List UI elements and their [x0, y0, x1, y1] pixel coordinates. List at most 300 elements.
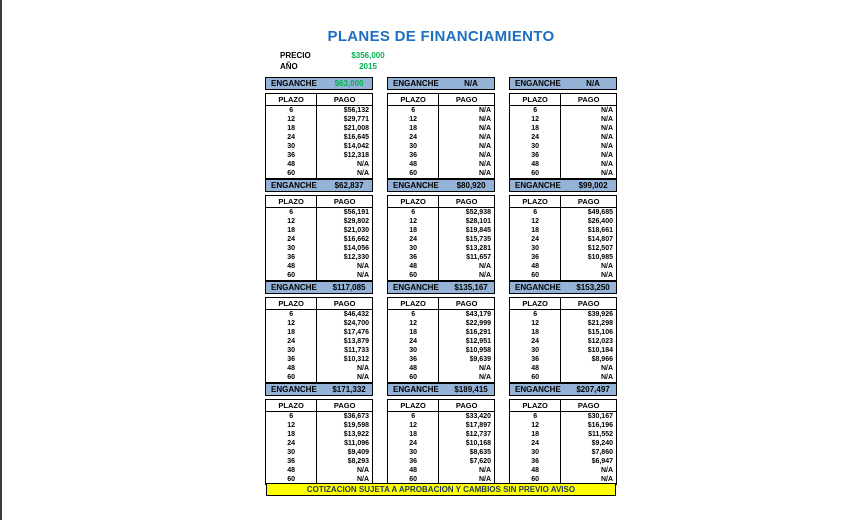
pago-cell: N/A: [356, 161, 369, 168]
page-title: PLANES DE FINANCIAMIENTO: [327, 28, 555, 45]
pago-cell: $17,897: [465, 422, 491, 429]
plazo-cell: 48: [388, 160, 439, 169]
plazo-cell: 48: [510, 364, 561, 373]
plazo-cell: 48: [510, 262, 561, 271]
pago-cell: N/A: [600, 134, 613, 141]
plan-block: [387, 281, 495, 379]
plan-block: [509, 77, 617, 175]
plazo-cell: 6: [388, 208, 439, 218]
plan-row: [266, 106, 373, 116]
plan-row: [266, 160, 373, 169]
plan-row: [510, 421, 617, 430]
pago-cell: $19,845: [465, 227, 491, 234]
plazo-cell: 6: [388, 106, 439, 116]
plazo-cell: 36: [266, 355, 317, 364]
pago-column-header: PAGO: [561, 298, 617, 310]
plan-table: [265, 93, 373, 179]
plazo-cell: 30: [266, 448, 317, 457]
pago-cell: N/A: [478, 272, 491, 279]
enganche-label: ENGANCHE: [271, 181, 317, 190]
precio-label: PRECIO: [280, 51, 311, 60]
plan-row: [388, 421, 495, 430]
pago-column-header: PAGO: [439, 94, 495, 106]
plazo-cell: 6: [510, 412, 561, 422]
pago-cell: N/A: [478, 467, 491, 474]
pago-cell: $12,737: [465, 431, 491, 438]
pago-cell: $10,312: [343, 356, 369, 363]
plan-row: [266, 364, 373, 373]
plan-row: [388, 169, 495, 179]
pago-cell: N/A: [356, 170, 369, 177]
plazo-cell: 36: [266, 253, 317, 262]
plan-table-header-row: [266, 298, 373, 310]
plan-table: [387, 93, 495, 179]
plazo-cell: 24: [266, 133, 317, 142]
plan-table: [509, 195, 617, 281]
plan-row: [266, 142, 373, 151]
plan-row: [510, 208, 617, 218]
plazo-cell: 18: [266, 328, 317, 337]
pago-cell: $16,645: [343, 134, 369, 141]
price-info-block: [280, 50, 402, 72]
plazo-cell: 48: [388, 466, 439, 475]
enganche-header: [509, 77, 617, 90]
pago-column-header: PAGO: [561, 196, 617, 208]
plan-row: [388, 106, 495, 116]
enganche-value: $117,085: [332, 283, 366, 292]
plan-row: [388, 244, 495, 253]
pago-cell: N/A: [356, 467, 369, 474]
enganche-value: $80,920: [456, 181, 486, 190]
pago-cell: N/A: [600, 170, 613, 177]
pago-cell: N/A: [356, 263, 369, 270]
pago-cell: $16,662: [343, 236, 369, 243]
plan-row: [510, 412, 617, 422]
enganche-value: $62,837: [334, 181, 364, 190]
plan-row: [266, 235, 373, 244]
plan-row: [266, 208, 373, 218]
enganche-header: [509, 179, 617, 192]
pago-cell: $12,330: [343, 254, 369, 261]
enganche-header: [509, 383, 617, 396]
plan-row: [510, 337, 617, 346]
plan-row: [388, 226, 495, 235]
plan-block: [387, 179, 495, 277]
pago-cell: $22,999: [465, 320, 491, 327]
plan-row: [388, 373, 495, 383]
plan-row: [388, 337, 495, 346]
plan-row: [388, 448, 495, 457]
plazo-cell: 30: [510, 142, 561, 151]
pago-cell: $9,409: [347, 449, 369, 456]
pago-cell: N/A: [478, 170, 491, 177]
enganche-value: $63,000: [334, 79, 364, 88]
pago-cell: $11,733: [344, 347, 369, 354]
pago-cell: $36,673: [343, 413, 369, 420]
plan-table: [387, 399, 495, 485]
plan-row: [510, 271, 617, 281]
pago-cell: N/A: [600, 365, 613, 372]
pago-column-header: PAGO: [439, 196, 495, 208]
pago-cell: N/A: [600, 152, 613, 159]
plazo-cell: 30: [388, 244, 439, 253]
plazo-column-header: PLAZO: [388, 298, 439, 310]
plazo-cell: 6: [510, 208, 561, 218]
pago-cell: $33,420: [465, 413, 491, 420]
plan-row: [266, 244, 373, 253]
enganche-label: ENGANCHE: [515, 181, 561, 190]
plan-row: [388, 466, 495, 475]
plazo-cell: 60: [266, 169, 317, 179]
plan-row: [510, 253, 617, 262]
plazo-cell: 48: [510, 160, 561, 169]
plazo-cell: 12: [266, 115, 317, 124]
plazo-cell: 60: [388, 373, 439, 383]
plan-table: [387, 297, 495, 383]
enganche-header: [509, 281, 617, 294]
enganche-header: [265, 383, 373, 396]
plan-table-header-row: [510, 196, 617, 208]
plazo-cell: 30: [266, 142, 317, 151]
plan-row: [388, 160, 495, 169]
pago-column-header: PAGO: [439, 400, 495, 412]
plan-row: [266, 115, 373, 124]
plan-table-header-row: [388, 298, 495, 310]
anio-value: 2015: [359, 62, 377, 71]
pago-cell: $24,700: [343, 320, 369, 327]
plazo-cell: 60: [510, 271, 561, 281]
plazo-cell: 12: [510, 421, 561, 430]
plazo-column-header: PLAZO: [388, 94, 439, 106]
pago-cell: $56,191: [343, 209, 369, 216]
plazo-cell: 36: [266, 151, 317, 160]
plazo-cell: 48: [388, 364, 439, 373]
pago-cell: N/A: [478, 116, 491, 123]
plazo-cell: 48: [266, 364, 317, 373]
pago-cell: $29,802: [343, 218, 369, 225]
plazo-cell: 30: [388, 346, 439, 355]
plazo-cell: 18: [388, 328, 439, 337]
plazo-cell: 18: [388, 226, 439, 235]
plazo-cell: 60: [388, 475, 439, 485]
pago-cell: N/A: [478, 125, 491, 132]
plan-row: [266, 466, 373, 475]
enganche-value: $171,332: [332, 385, 366, 394]
plazo-cell: 30: [510, 346, 561, 355]
plan-row: [510, 124, 617, 133]
pago-column-header: PAGO: [439, 298, 495, 310]
pago-cell: $28,101: [465, 218, 491, 225]
plan-row: [510, 466, 617, 475]
pago-cell: $30,167: [587, 413, 613, 420]
plazo-cell: 6: [266, 310, 317, 320]
plazo-cell: 12: [266, 217, 317, 226]
pago-cell: $13,922: [343, 431, 369, 438]
enganche-label: ENGANCHE: [393, 181, 439, 190]
pago-cell: $17,476: [343, 329, 369, 336]
enganche-value: $189,415: [454, 385, 488, 394]
pago-cell: $7,620: [469, 458, 491, 465]
pago-cell: $21,008: [343, 125, 369, 132]
plan-row: [388, 355, 495, 364]
plan-table: [265, 297, 373, 383]
plazo-cell: 12: [266, 319, 317, 328]
enganche-header: [387, 281, 495, 294]
plazo-cell: 36: [510, 355, 561, 364]
pago-column-header: PAGO: [317, 400, 373, 412]
plan-row: [266, 439, 373, 448]
disclaimer-banner: COTIZACION SUJETA A APROBACION Y CAMBIOS SIN PREVIO AVISO: [266, 483, 616, 496]
pago-cell: $16,291: [465, 329, 491, 336]
plan-row: [266, 217, 373, 226]
enganche-value: $99,002: [578, 181, 608, 190]
plazo-column-header: PLAZO: [266, 94, 317, 106]
plazo-cell: 48: [388, 262, 439, 271]
pago-cell: $8,966: [591, 356, 613, 363]
plan-row: [266, 421, 373, 430]
pago-cell: $11,096: [344, 440, 369, 447]
plazo-cell: 24: [510, 439, 561, 448]
plan-row: [510, 160, 617, 169]
pago-column-header: PAGO: [317, 94, 373, 106]
plazo-column-header: PLAZO: [510, 400, 561, 412]
plan-row: [388, 208, 495, 218]
pago-column-header: PAGO: [561, 400, 617, 412]
plazo-cell: 30: [266, 244, 317, 253]
plazo-cell: 6: [388, 310, 439, 320]
plan-row: [510, 169, 617, 179]
pago-cell: $46,432: [343, 311, 369, 318]
pago-cell: N/A: [600, 143, 613, 150]
plan-row: [510, 235, 617, 244]
sheet-content: [265, 0, 617, 520]
pago-cell: N/A: [600, 272, 613, 279]
enganche-header: [265, 281, 373, 294]
plan-row: [510, 310, 617, 320]
plan-block: [387, 383, 495, 481]
plan-row: [388, 430, 495, 439]
pago-cell: N/A: [600, 263, 613, 270]
plan-row: [266, 412, 373, 422]
pago-column-header: PAGO: [561, 94, 617, 106]
plazo-cell: 12: [388, 115, 439, 124]
plazo-column-header: PLAZO: [510, 196, 561, 208]
plan-row: [266, 448, 373, 457]
enganche-label: ENGANCHE: [271, 79, 317, 88]
plazo-cell: 18: [510, 430, 561, 439]
pago-cell: $11,552: [588, 431, 613, 438]
plazo-cell: 24: [388, 439, 439, 448]
enganche-header: [265, 179, 373, 192]
plazo-cell: 36: [388, 457, 439, 466]
pago-cell: $7,860: [591, 449, 613, 456]
plan-table: [265, 399, 373, 485]
pago-cell: $10,985: [587, 254, 613, 261]
enganche-value: $135,167: [454, 283, 488, 292]
plan-row: [388, 115, 495, 124]
plazo-cell: 18: [266, 124, 317, 133]
plan-row: [510, 328, 617, 337]
pago-cell: $29,771: [343, 116, 369, 123]
plan-row: [388, 457, 495, 466]
plazo-cell: 6: [510, 310, 561, 320]
plans-grid: [265, 77, 617, 481]
plazo-cell: 36: [388, 151, 439, 160]
pago-cell: N/A: [600, 116, 613, 123]
plan-row: [266, 373, 373, 383]
plan-table-header-row: [388, 400, 495, 412]
enganche-label: ENGANCHE: [393, 385, 439, 394]
plan-table: [509, 93, 617, 179]
plan-table-header-row: [266, 196, 373, 208]
plan-row: [388, 262, 495, 271]
pago-cell: N/A: [478, 374, 491, 381]
pago-cell: N/A: [478, 134, 491, 141]
plazo-cell: 36: [510, 151, 561, 160]
pago-cell: $8,293: [347, 458, 369, 465]
pago-cell: N/A: [600, 467, 613, 474]
pago-cell: N/A: [478, 107, 491, 114]
enganche-header: [387, 383, 495, 396]
enganche-label: ENGANCHE: [271, 283, 317, 292]
pago-cell: $10,184: [587, 347, 613, 354]
pago-cell: $12,951: [465, 338, 491, 345]
plan-row: [266, 346, 373, 355]
plan-row: [510, 217, 617, 226]
plazo-cell: 18: [266, 226, 317, 235]
enganche-header: [387, 77, 495, 90]
plazo-cell: 30: [266, 346, 317, 355]
plan-row: [266, 253, 373, 262]
plan-row: [510, 439, 617, 448]
plan-row: [510, 115, 617, 124]
pago-cell: $12,023: [587, 338, 613, 345]
pago-cell: $14,056: [343, 245, 369, 252]
pago-cell: $14,042: [343, 143, 369, 150]
enganche-value: N/A: [586, 79, 600, 88]
plazo-cell: 12: [510, 217, 561, 226]
enganche-label: ENGANCHE: [393, 79, 439, 88]
pago-cell: $26,400: [587, 218, 613, 225]
pago-cell: $6,947: [591, 458, 613, 465]
plazo-cell: 60: [510, 475, 561, 485]
plan-row: [510, 106, 617, 116]
plan-row: [388, 439, 495, 448]
plan-row: [388, 319, 495, 328]
pago-column-header: PAGO: [317, 298, 373, 310]
plazo-cell: 24: [266, 235, 317, 244]
plazo-cell: 60: [510, 169, 561, 179]
plazo-column-header: PLAZO: [388, 196, 439, 208]
plazo-cell: 24: [510, 235, 561, 244]
plan-row: [388, 328, 495, 337]
pago-cell: $11,657: [466, 254, 491, 261]
pago-cell: $13,281: [465, 245, 491, 252]
page-left-edge-line: [0, 0, 2, 520]
plan-row: [388, 310, 495, 320]
plan-block: [387, 77, 495, 175]
plan-table: [509, 297, 617, 383]
plan-row: [266, 151, 373, 160]
plan-block: [509, 179, 617, 277]
plazo-cell: 18: [388, 430, 439, 439]
plan-row: [510, 151, 617, 160]
plazo-cell: 18: [266, 430, 317, 439]
pago-cell: $9,639: [469, 356, 491, 363]
plazo-cell: 6: [388, 412, 439, 422]
plazo-cell: 36: [510, 457, 561, 466]
plazo-cell: 6: [510, 106, 561, 116]
pago-column-header: PAGO: [317, 196, 373, 208]
pago-cell: $13,879: [343, 338, 369, 345]
plan-row: [388, 217, 495, 226]
plazo-cell: 12: [388, 421, 439, 430]
plazo-cell: 60: [388, 169, 439, 179]
plan-row: [266, 328, 373, 337]
plan-row: [510, 244, 617, 253]
enganche-value: $207,497: [576, 385, 610, 394]
plazo-cell: 60: [266, 475, 317, 485]
plazo-cell: 60: [266, 373, 317, 383]
plan-row: [388, 412, 495, 422]
plazo-cell: 30: [388, 142, 439, 151]
plan-row: [266, 430, 373, 439]
pago-cell: $19,598: [343, 422, 369, 429]
pago-cell: N/A: [600, 125, 613, 132]
plan-row: [388, 364, 495, 373]
plan-row: [388, 124, 495, 133]
plazo-cell: 30: [510, 244, 561, 253]
pago-cell: $10,168: [465, 440, 491, 447]
plan-row: [266, 169, 373, 179]
plan-row: [510, 226, 617, 235]
plan-row: [266, 457, 373, 466]
plan-row: [266, 271, 373, 281]
plan-row: [388, 346, 495, 355]
plan-row: [510, 457, 617, 466]
pago-cell: N/A: [478, 365, 491, 372]
plan-table-header-row: [510, 400, 617, 412]
pago-cell: N/A: [600, 107, 613, 114]
plan-table-header-row: [510, 298, 617, 310]
pago-cell: N/A: [600, 476, 613, 483]
plazo-cell: 12: [388, 319, 439, 328]
plan-row: [510, 364, 617, 373]
pago-cell: N/A: [356, 476, 369, 483]
pago-cell: N/A: [600, 161, 613, 168]
pago-cell: $56,132: [343, 107, 369, 114]
plan-row: [510, 355, 617, 364]
plan-row: [266, 133, 373, 142]
plan-row: [388, 253, 495, 262]
plazo-column-header: PLAZO: [266, 196, 317, 208]
plan-row: [266, 319, 373, 328]
plan-row: [266, 355, 373, 364]
plazo-cell: 18: [388, 124, 439, 133]
enganche-header: [387, 179, 495, 192]
plan-row: [510, 373, 617, 383]
pago-cell: $12,507: [587, 245, 613, 252]
anio-row: [280, 61, 402, 72]
pago-cell: $39,926: [587, 311, 613, 318]
plan-row: [388, 151, 495, 160]
pago-cell: N/A: [478, 263, 491, 270]
plan-table: [509, 399, 617, 485]
pago-cell: $8,635: [469, 449, 491, 456]
pago-cell: $12,318: [343, 152, 369, 159]
pago-cell: N/A: [356, 374, 369, 381]
plan-row: [266, 337, 373, 346]
